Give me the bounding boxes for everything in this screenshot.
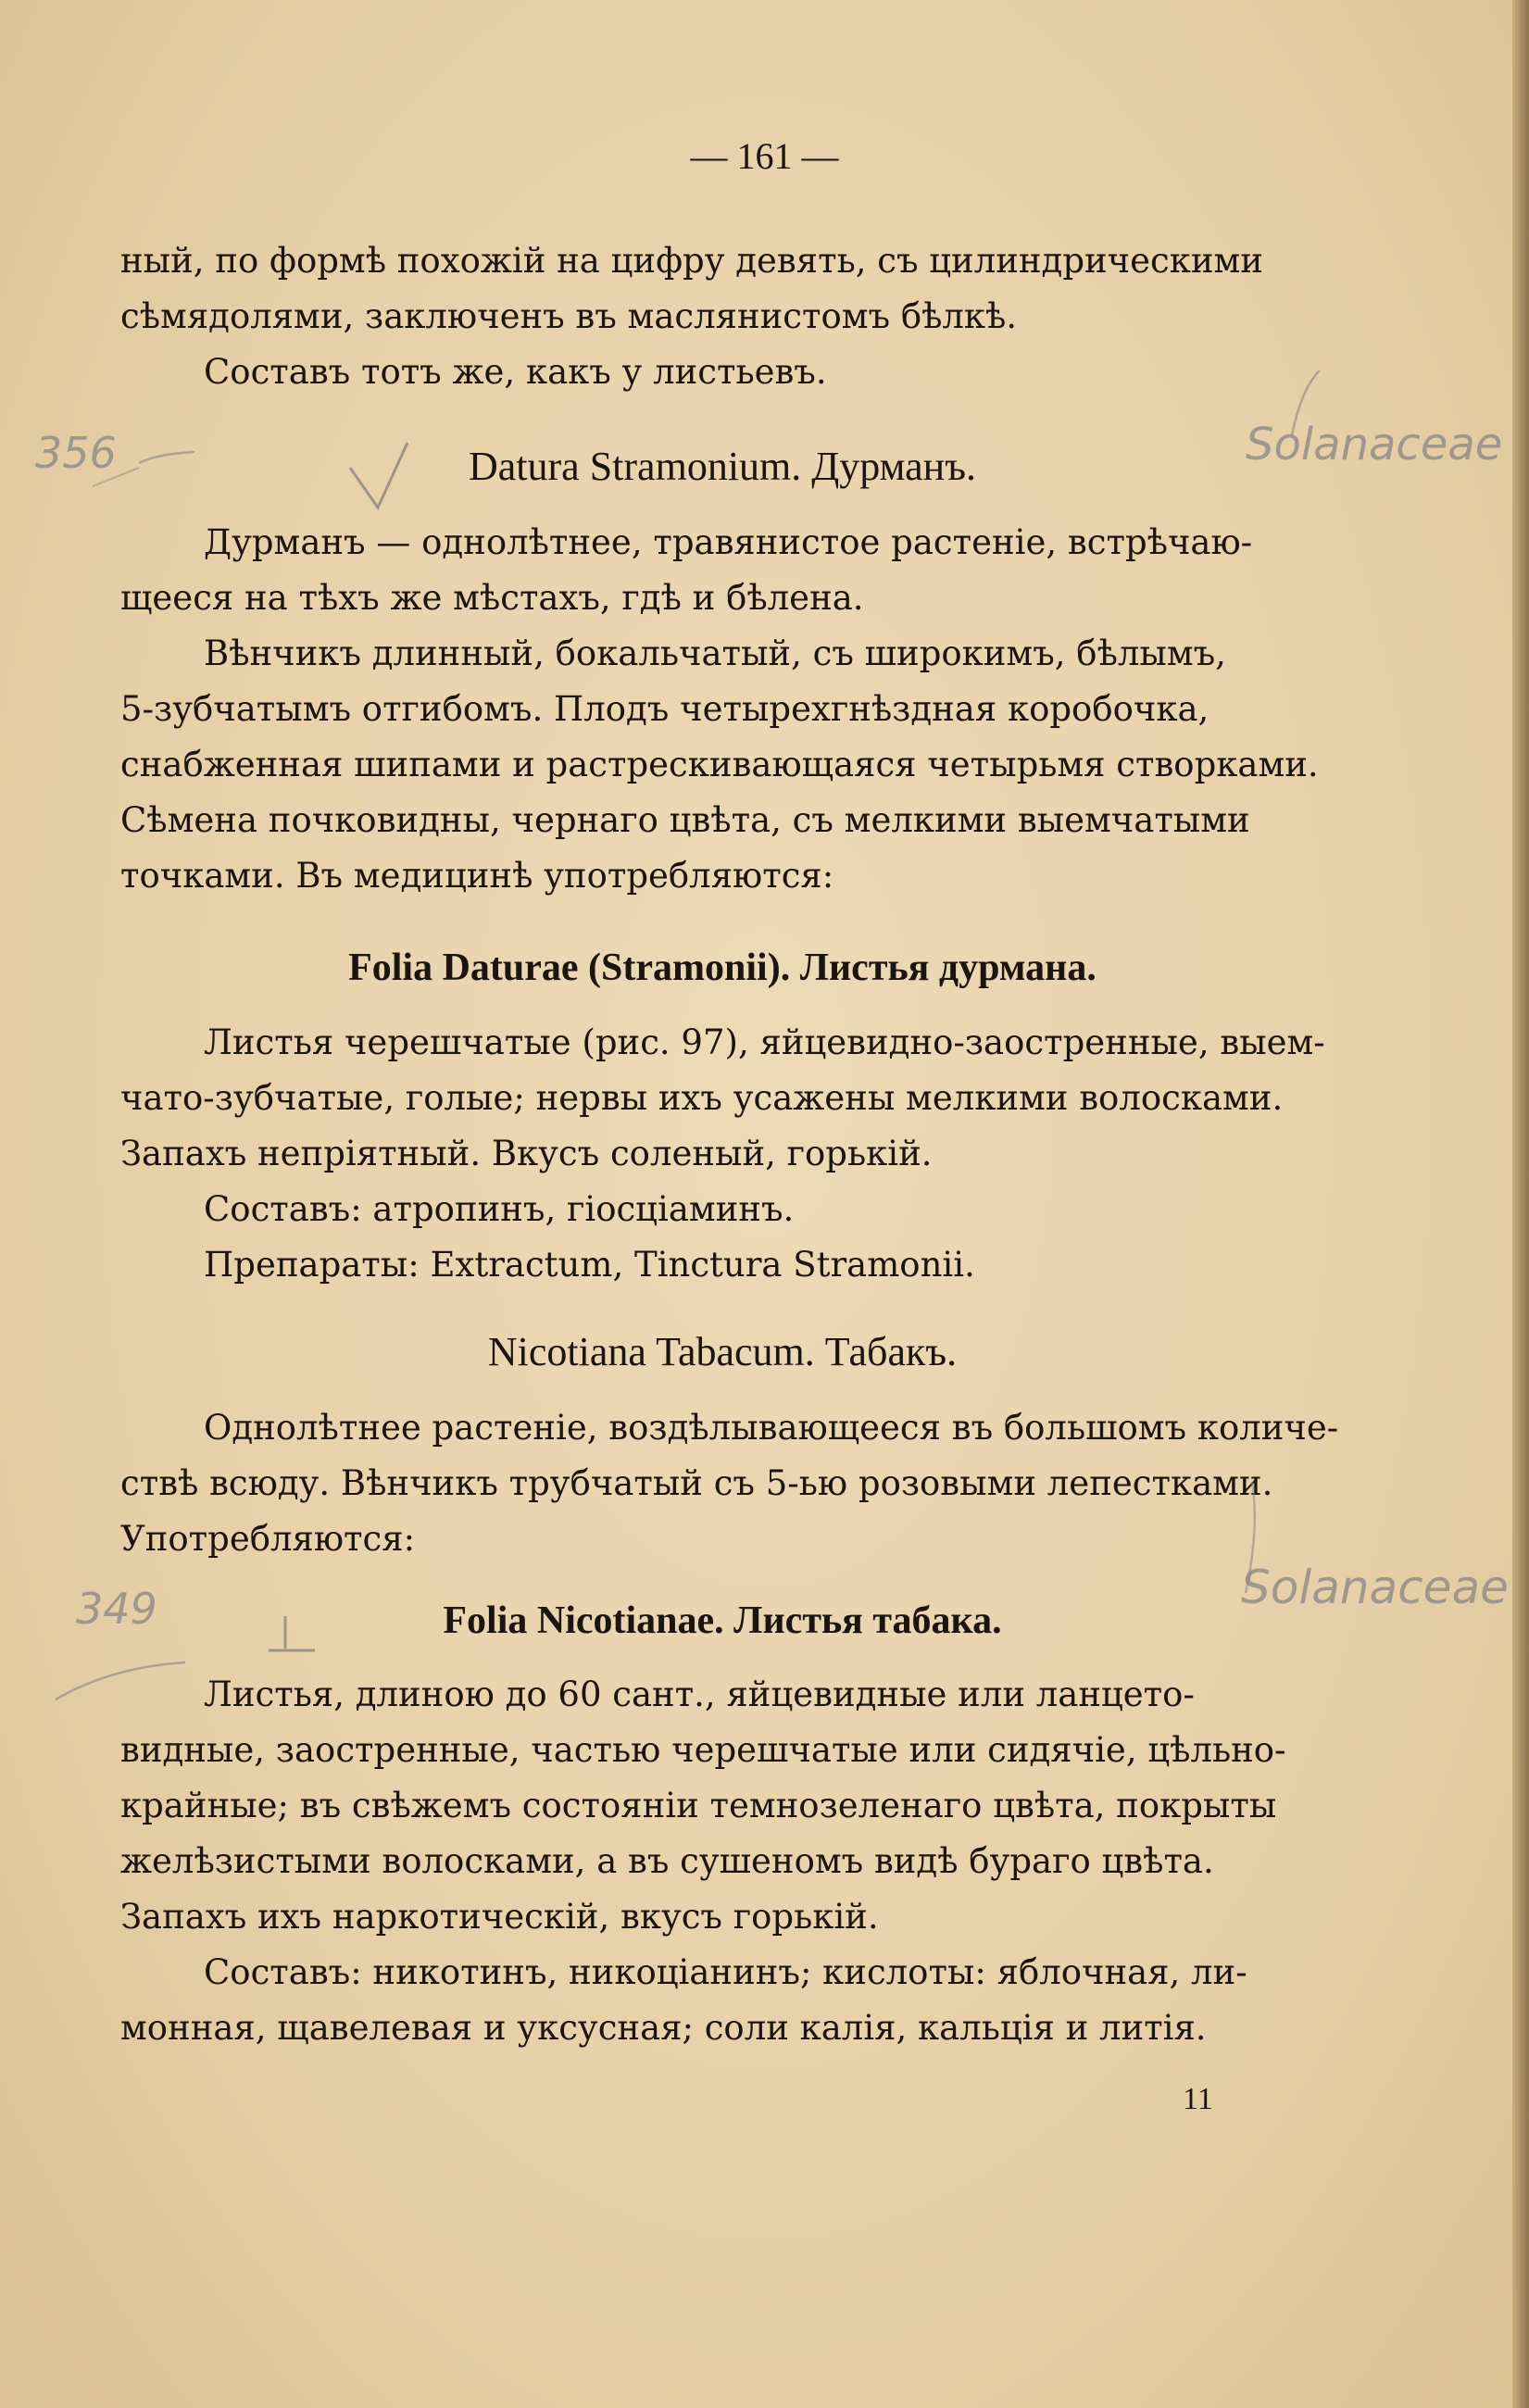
- nicotiana-heading: Nicotiana Tabacum. Табакъ.: [487, 1329, 958, 1374]
- text-line: Составъ: никотинъ, никоціанинъ; кислоты: яблочная, ли-: [204, 1952, 1247, 1992]
- text-line: желѣзистыми волосками, а въ сушеномъ видѣ бураго цвѣта.: [120, 1841, 1214, 1881]
- pencil-annotation-left-1: 356: [35, 428, 117, 478]
- pencil-annotation-left-2: 349: [76, 1584, 157, 1634]
- pencil-annotation-right-1: Solanaceae: [1246, 419, 1503, 470]
- text-line: крайные; въ свѣжемъ состояніи темнозеленаго цвѣта, покрыты: [120, 1786, 1277, 1825]
- text-line: Запахъ ихъ наркотическій, вкусъ горькій.: [120, 1897, 879, 1937]
- text-line: Вѣнчикъ длинный, бокальчатый, съ широкимъ, бѣлымъ,: [204, 633, 1226, 673]
- text-line: Сѣмена почковидны, чернаго цвѣта, съ мелкими выемчатыми: [120, 800, 1250, 840]
- text-line: чато-зубчатые, голые; нервы ихъ усажены мелкими волосками.: [120, 1078, 1284, 1118]
- text-line: ствѣ всюду. Вѣнчикъ трубчатый съ 5-ью розовыми лепестками.: [120, 1463, 1273, 1503]
- text-line: снабженная шипами и растрескивающаяся четырьмя створками.: [120, 745, 1319, 784]
- signature-number: 11: [1183, 2082, 1213, 2116]
- page-number: — 161 —: [690, 135, 839, 177]
- text-line: точками. Въ медицинѣ употребляются:: [120, 856, 834, 896]
- text-line: Составъ тотъ же, какъ у листьевъ.: [204, 352, 827, 392]
- text-line: ный, по формѣ похожій на цифру девять, съ цилиндрическими: [120, 241, 1263, 281]
- text-line: Дурманъ — однолѣтнее, травянистое растеніе, встрѣчаю-: [204, 522, 1253, 562]
- text-line: Запахъ непріятный. Вкусъ соленый, горькій.: [120, 1134, 933, 1173]
- text-line: Составъ: атропинъ, гіосціаминъ.: [204, 1189, 795, 1229]
- text-line: сѣмядолями, заключенъ въ маслянистомъ бѣлкѣ.: [120, 296, 1018, 336]
- text-line: Однолѣтнее растеніе, воздѣлывающееся въ большомъ количе-: [204, 1408, 1339, 1448]
- text-line: монная, щавелевая и уксусная; соли калія, кальція и литія.: [120, 2008, 1207, 2048]
- text-line: Препараты: Extractum, Tinctura Stramonii.: [204, 1245, 975, 1285]
- folia-nicotianae-heading: Folia Nicotianae. Листья табака.: [443, 1599, 1002, 1642]
- text-line: Листья черешчатые (рис. 97), яйцевидно-заостренные, выем-: [204, 1022, 1325, 1062]
- text-line: видные, заостренные, частью черешчатые или сидячіе, цѣльно-: [120, 1730, 1286, 1770]
- text-line: Листья, длиною до 60 сант., яйцевидные или ланцето-: [204, 1674, 1195, 1714]
- pencil-annotation-right-2: Solanaceae: [1241, 1561, 1509, 1614]
- text-line: 5-зубчатымъ отгибомъ. Плодъ четырехгнѣздная коробочка,: [120, 689, 1209, 729]
- folia-daturae-heading: Folia Daturae (Stramonii). Листья дурмана.: [348, 947, 1097, 989]
- datura-heading: Datura Stramonium. Дурманъ.: [469, 444, 976, 489]
- text-line: Употребляются:: [120, 1519, 416, 1559]
- text-line: щееся на тѣхъ же мѣстахъ, гдѣ и бѣлена.: [120, 578, 864, 618]
